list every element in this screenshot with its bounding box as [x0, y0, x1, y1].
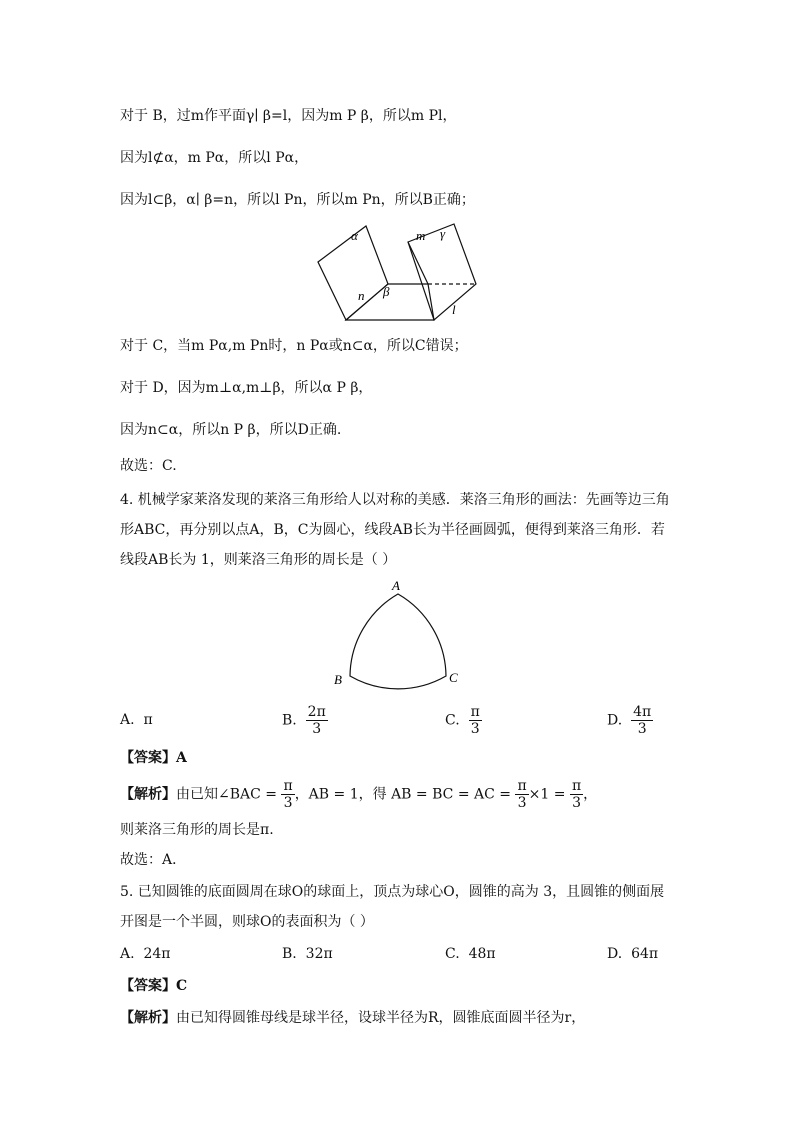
solution-line-b3: 因为l⊂β，α∣ β=n，所以l Pn，所以m Pn，所以B正确；: [120, 192, 475, 208]
label-c: C: [449, 670, 458, 685]
reuleaux-triangle-figure: [330, 576, 470, 692]
q5-stem-1: 5. 已知圆锥的底面圆周在球O的球面上，顶点为球心O，圆锥的高为 3，且圆锥的侧面展: [120, 884, 665, 900]
solution-line-b2: 因为l⊄α，m Pα，所以l Pα，: [120, 150, 309, 166]
line-gamma-inner: [408, 242, 428, 284]
solution-line-d1: 对于 D，因为m⊥α,m⊥β，所以α P β，: [120, 380, 373, 396]
q5-analysis: 【解析】由已知得圆锥母线是球半径，设球半径为R，圆锥底面圆半径为r，: [120, 1010, 586, 1026]
q5-answer: 【答案】C: [120, 978, 188, 994]
q4-answer: 【答案】A: [120, 750, 187, 766]
label-a: A: [392, 578, 400, 593]
q4-stem-2: 形ABC，再分别以点A，B，C为圆心，线段AB长为半径画圆弧，便得到莱洛三角形．若: [120, 522, 665, 538]
q5-option-b: B. 32π: [282, 946, 333, 962]
label-gamma: γ: [440, 226, 446, 241]
solution-line-d2: 因为n⊂α，所以n P β，所以D正确.: [120, 422, 342, 438]
label-alpha: α: [351, 228, 358, 243]
q5-option-d: D. 64π: [607, 946, 659, 962]
solution-line-b1: 对于 B，过m作平面γ∣ β=l，因为m P β，所以m Pl，: [120, 108, 457, 124]
label-b: B: [334, 672, 342, 687]
q4-option-b: B. $\frac{2\pi}{3}$: [282, 704, 326, 737]
solution-choice: 故选：C.: [120, 458, 177, 474]
q4-conclusion: 则莱洛三角形的周长是π.: [120, 822, 274, 838]
planes-figure: [300, 218, 500, 328]
solution-line-c: 对于 C，当m Pα,m Pn时，n Pα或n⊂α，所以C错误；: [120, 338, 468, 354]
q4-option-c: C. $\frac{\pi}{3}$: [445, 704, 480, 737]
label-m: m: [416, 228, 426, 243]
q4-option-a: A. π: [120, 712, 153, 728]
q4-analysis: 【解析】由已知∠BAC = $\frac{\pi}{3}$ ，AB = 1，得 AB = BC = AC = $\frac{\pi}{3}$ ×1 = $\frac{\pi}{3}$ ，: [120, 778, 598, 811]
q5-option-c: C. 48π: [445, 946, 496, 962]
label-n: n: [358, 288, 365, 303]
q4-option-d: D. $\frac{4\pi}{3}$: [607, 704, 652, 737]
q5-stem-2: 开图是一个半圆，则球O的表面积为（ ）: [120, 914, 374, 930]
label-beta: β: [383, 284, 390, 299]
q5-option-a: A. 24π: [120, 946, 171, 962]
q4-stem-3: 线段AB长为 1，则莱洛三角形的周长是（ ）: [120, 552, 397, 568]
q4-choice: 故选：A．: [120, 852, 187, 868]
reuleaux-outline: [350, 594, 446, 689]
q4-stem-1: 4. 机械学家莱洛发现的莱洛三角形给人以对称的美感．莱洛三角形的画法：先画等边三角: [120, 492, 670, 508]
label-l: l: [452, 302, 456, 317]
